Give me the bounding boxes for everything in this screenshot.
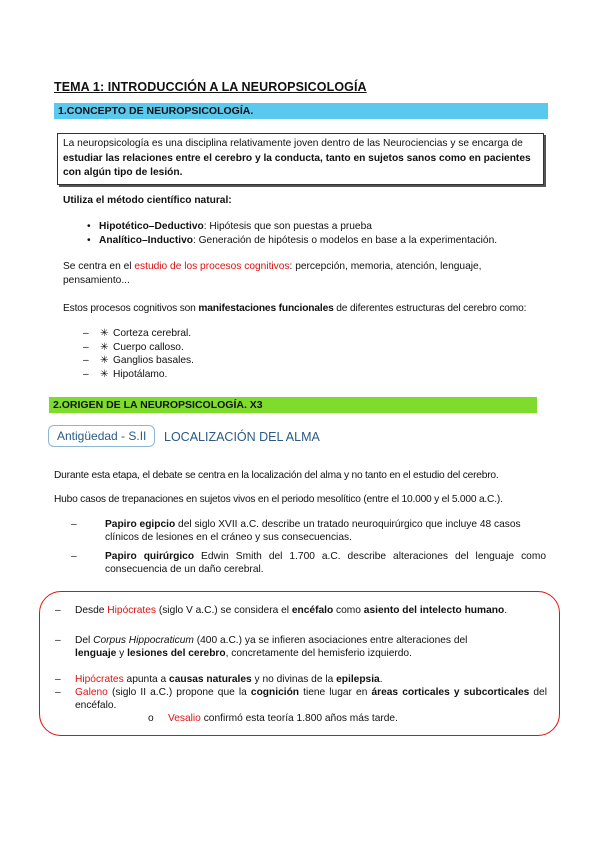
origin-paragraph-1: Durante esta etapa, el debate se centra en la localización del alma y no tanto en el estudio del cerebro. <box>54 470 499 481</box>
section-heading-origen: 2.ORIGEN DE LA NEUROPSICOLOGÍA. X3 <box>49 397 537 413</box>
list-item: – ✳ Corteza cerebral. <box>83 328 192 339</box>
list-item: • Hipotético–Deductivo: Hipótesis que son puestas a prueba <box>63 220 533 234</box>
star-icon: ✳ <box>100 341 109 353</box>
box-item-vesalio: o Vesalio confirmó esta teoría 1.800 años más tarde. <box>148 713 398 724</box>
section-heading-concepto: 1.CONCEPTO DE NEUROPSICOLOGÍA. <box>54 103 548 119</box>
origin-paragraph-2: Hubo casos de trepanaciones en sujetos vivos en el periodo mesolítico (entre el 10.000 y el 5.000 a.C.). <box>54 494 503 505</box>
definition-text: La neuropsicología es una disciplina relativamente joven dentro de las Neurociencias y se encarga de <box>63 138 523 149</box>
list-item: – ✳ Ganglios basales. <box>83 355 194 366</box>
box-item-corpus: – Del Corpus Hippocraticum (400 a.C.) ya se infieren asociaciones entre alteraciones del lenguaje y lesiones del cerebro, concretamente del hemisferio izquierdo. <box>55 635 468 659</box>
manifest-paragraph: Estos procesos cognitivos son manifestaciones funcionales de diferentes estructuras del cerebro como: <box>63 303 527 314</box>
list-item: – ✳ Cuerpo calloso. <box>83 341 184 353</box>
papiro-item-1: – Papiro egipcio del siglo XVII a.C. describe un tratado neuroquirúrgico que incluye 48 casos clínicos de lesiones en el cráneo y sus consecuencias. <box>71 519 521 543</box>
definition-box <box>57 133 544 185</box>
page-title: TEMA 1: INTRODUCCIÓN A LA NEUROPSICOLOGÍA <box>54 80 367 94</box>
box-item-hipocrates: – Desde Hipócrates (siglo V a.C.) se considera el encéfalo como asiento del intelecto humano. <box>55 605 508 616</box>
box-item-galeno: – Galeno (siglo II a.C.) propone que la cognición tiene lugar en áreas corticales y subcorticales del encéfalo. <box>55 687 547 711</box>
list-item: • Analítico–Inductivo: Generación de hipótesis o modelos en base a la experimentación. <box>63 234 533 248</box>
star-icon: ✳ <box>100 328 109 339</box>
definition-bold: estudiar las relaciones entre el cerebro y la conducta, tanto en sujetos sanos como en pacientes con algún tipo de lesión. <box>63 152 531 178</box>
structures-list <box>83 327 283 381</box>
period-box: Antigüedad - S.II <box>48 425 155 447</box>
period-title: LOCALIZACIÓN DEL ALMA <box>164 430 320 444</box>
method-list <box>63 220 533 248</box>
star-icon: ✳ <box>100 368 109 380</box>
list-item: – ✳ Hipotálamo. <box>83 368 168 380</box>
focus-paragraph: Se centra en el estudio de los procesos cognitivos: percepción, memoria, atención, lenguaje, pensamiento... <box>63 261 482 286</box>
star-icon: ✳ <box>100 355 109 366</box>
papiro-item-2: – Papiro quirúrgico Edwin Smith del 1.700 a.C. describe alteraciones del lenguaje como consecuencia de un daño cerebral. <box>71 551 546 575</box>
method-intro: Utiliza el método científico natural: <box>63 195 232 206</box>
box-item-epilepsia: – Hipócrates apunta a causas naturales y no divinas de la epilepsia. <box>55 674 383 685</box>
